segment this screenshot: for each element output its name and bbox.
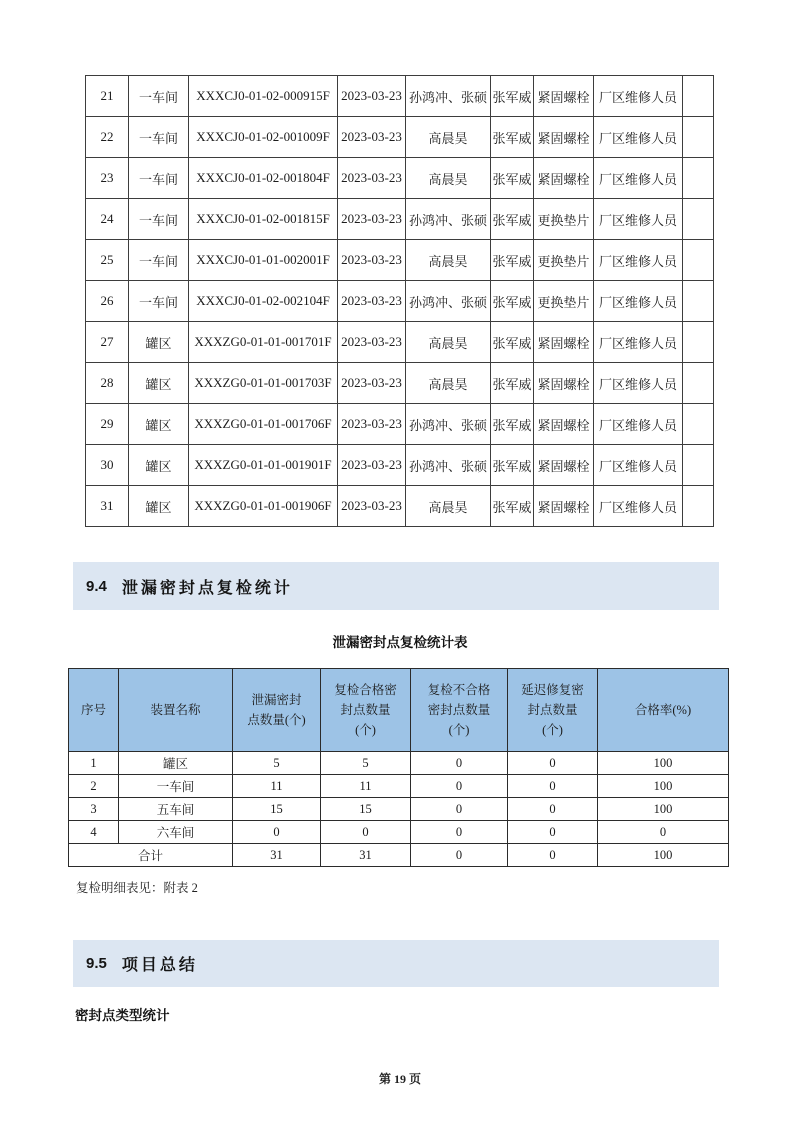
table-cell: 0 (233, 821, 321, 844)
table-cell: 厂区维修人员 (594, 240, 683, 281)
table-cell (683, 486, 714, 527)
table-cell: 100 (598, 798, 729, 821)
table-cell: 紧固螺栓 (534, 445, 594, 486)
table-cell: 2023-03-23 (338, 158, 406, 199)
table-cell: 厂区维修人员 (594, 404, 683, 445)
table-cell: 21 (86, 76, 129, 117)
section-9-5-title: 项目总结 (121, 957, 198, 974)
table-cell: 张军威 (491, 363, 534, 404)
total-label: 合计 (69, 844, 233, 867)
table-cell: 0 (508, 752, 598, 775)
table-cell: 2023-03-23 (338, 76, 406, 117)
table-cell: 27 (86, 322, 129, 363)
table-row (86, 363, 714, 404)
table-cell: XXXCJ0-01-02-000915F (189, 76, 338, 117)
stats-table-body (69, 752, 729, 844)
table-cell: 张军威 (491, 117, 534, 158)
table-cell: 紧固螺栓 (534, 363, 594, 404)
table-cell: 高晨昊 (406, 117, 491, 158)
table-cell (683, 281, 714, 322)
table-cell: 2023-03-23 (338, 322, 406, 363)
table-cell (683, 445, 714, 486)
table-cell: 25 (86, 240, 129, 281)
table-cell: 5 (233, 752, 321, 775)
section-9-4-header (73, 562, 719, 610)
leak-table-body (86, 76, 714, 527)
table-cell: 31 (86, 486, 129, 527)
table-cell: 孙鸿冲、张硕 (406, 76, 491, 117)
table-cell: 3 (69, 798, 119, 821)
stats-header-row (69, 669, 729, 752)
table-cell: 孙鸿冲、张硕 (406, 404, 491, 445)
table-cell: 一车间 (129, 117, 189, 158)
table-cell: 孙鸿冲、张硕 (406, 281, 491, 322)
table-cell (683, 199, 714, 240)
table-cell: 五车间 (119, 798, 233, 821)
table-cell: 罐区 (129, 404, 189, 445)
header-cell-delayed-count: 延迟修复密封点数量(个) (508, 669, 598, 752)
table-cell: 高晨昊 (406, 322, 491, 363)
recheck-stats-table (68, 668, 729, 867)
table-cell: 紧固螺栓 (534, 486, 594, 527)
table-cell: 张军威 (491, 199, 534, 240)
total-fail-count: 0 (411, 844, 508, 867)
page-number: 第 19 页 (378, 1072, 421, 1086)
table-row (86, 281, 714, 322)
section-9-5-header (73, 940, 719, 987)
table-cell: XXXZG0-01-01-001901F (189, 445, 338, 486)
header-cell-pass-rate: 合格率(%) (598, 669, 729, 752)
table-cell: 2023-03-23 (338, 486, 406, 527)
table-cell: 100 (598, 775, 729, 798)
recheck-detail-note: 复检明细表见：附表 2 (76, 881, 198, 895)
table-cell: 张军威 (491, 281, 534, 322)
total-leak-count: 31 (233, 844, 321, 867)
table-cell: 2 (69, 775, 119, 798)
table-row (86, 404, 714, 445)
table-cell: 0 (508, 821, 598, 844)
total-pass-rate: 100 (598, 844, 729, 867)
header-cell-fail-count: 复检不合格密封点数量(个) (411, 669, 508, 752)
table-cell: 厂区维修人员 (594, 76, 683, 117)
table-cell: 六车间 (119, 821, 233, 844)
table-cell: 张军威 (491, 76, 534, 117)
table-cell: 100 (598, 752, 729, 775)
table-row (69, 752, 729, 775)
table-cell: XXXZG0-01-01-001703F (189, 363, 338, 404)
table-cell (683, 322, 714, 363)
table-cell: 22 (86, 117, 129, 158)
table-cell (683, 363, 714, 404)
table-cell: 紧固螺栓 (534, 404, 594, 445)
table-row (86, 117, 714, 158)
table-row (69, 775, 729, 798)
table-row (86, 486, 714, 527)
table-cell: 罐区 (129, 445, 189, 486)
table-cell: 罐区 (119, 752, 233, 775)
table-cell (683, 76, 714, 117)
table-cell: 厂区维修人员 (594, 486, 683, 527)
header-cell-leak-count: 泄漏密封点数量(个) (233, 669, 321, 752)
table-cell: 28 (86, 363, 129, 404)
table-cell: 厂区维修人员 (594, 363, 683, 404)
table-cell: XXXCJ0-01-02-001009F (189, 117, 338, 158)
table-cell: 张军威 (491, 445, 534, 486)
table-cell: 厂区维修人员 (594, 158, 683, 199)
table-cell (683, 158, 714, 199)
table-cell: 0 (411, 775, 508, 798)
table-cell: 高晨昊 (406, 158, 491, 199)
table-cell: 紧固螺栓 (534, 322, 594, 363)
total-delayed-count: 0 (508, 844, 598, 867)
table-row (69, 821, 729, 844)
table-cell: 5 (321, 752, 411, 775)
table-cell: 11 (321, 775, 411, 798)
table-cell (683, 240, 714, 281)
table-cell: 24 (86, 199, 129, 240)
table-cell: 0 (321, 821, 411, 844)
table-cell: 0 (411, 798, 508, 821)
table-cell: 2023-03-23 (338, 281, 406, 322)
table-cell: 1 (69, 752, 119, 775)
table-cell: 更换垫片 (534, 240, 594, 281)
table-cell: 孙鸿冲、张硕 (406, 445, 491, 486)
table-cell: 2023-03-23 (338, 404, 406, 445)
table-cell: XXXCJ0-01-02-001815F (189, 199, 338, 240)
table-cell: 2023-03-23 (338, 240, 406, 281)
table-cell: 4 (69, 821, 119, 844)
table-cell: 2023-03-23 (338, 445, 406, 486)
table-cell: 紧固螺栓 (534, 76, 594, 117)
table-cell: 0 (411, 821, 508, 844)
table-cell: 30 (86, 445, 129, 486)
table-cell: 罐区 (129, 486, 189, 527)
table-cell: 紧固螺栓 (534, 158, 594, 199)
table-cell: 一车间 (129, 281, 189, 322)
total-pass-count: 31 (321, 844, 411, 867)
section-9-4-title: 泄漏密封点复检统计 (121, 579, 293, 597)
table-cell: 15 (233, 798, 321, 821)
table-cell: 一车间 (129, 240, 189, 281)
table-row (86, 199, 714, 240)
table-cell: XXXCJ0-01-02-001804F (189, 158, 338, 199)
table-cell: 厂区维修人员 (594, 445, 683, 486)
table-cell: 厂区维修人员 (594, 281, 683, 322)
stats-table-header (69, 669, 729, 752)
table-cell: XXXCJ0-01-02-002104F (189, 281, 338, 322)
table-cell: 张军威 (491, 404, 534, 445)
table-cell: 罐区 (129, 363, 189, 404)
table-cell: 29 (86, 404, 129, 445)
section-9-5-number: 9.5 (86, 955, 107, 972)
section-9-4-number: 9.4 (86, 577, 107, 595)
table-cell: 张军威 (491, 240, 534, 281)
table-cell: 高晨昊 (406, 240, 491, 281)
table-cell: 15 (321, 798, 411, 821)
table-cell: 紧固螺栓 (534, 117, 594, 158)
table-cell: 罐区 (129, 322, 189, 363)
table-cell: 厂区维修人员 (594, 117, 683, 158)
table-row (86, 240, 714, 281)
table-cell: 0 (508, 798, 598, 821)
table-cell: 2023-03-23 (338, 199, 406, 240)
table-cell: 0 (411, 752, 508, 775)
table-cell: 更换垫片 (534, 199, 594, 240)
table-cell: 0 (598, 821, 729, 844)
table-cell: XXXZG0-01-01-001706F (189, 404, 338, 445)
leak-repair-detail-table (85, 75, 714, 527)
table-cell: 一车间 (129, 76, 189, 117)
table-cell: 厂区维修人员 (594, 322, 683, 363)
table-cell: 一车间 (129, 199, 189, 240)
table-cell: 0 (508, 775, 598, 798)
table-cell: 张军威 (491, 322, 534, 363)
table-cell: 26 (86, 281, 129, 322)
table-cell: XXXZG0-01-01-001906F (189, 486, 338, 527)
seal-type-stats-heading: 密封点类型统计 (75, 1008, 170, 1023)
table-cell: 更换垫片 (534, 281, 594, 322)
table-cell (683, 117, 714, 158)
header-cell-index: 序号 (69, 669, 119, 752)
table-row (86, 445, 714, 486)
table-cell: 厂区维修人员 (594, 199, 683, 240)
stats-table-total (69, 844, 729, 867)
table-cell: XXXCJ0-01-01-002001F (189, 240, 338, 281)
table-cell: 2023-03-23 (338, 363, 406, 404)
table-row (86, 158, 714, 199)
table-cell: 一车间 (119, 775, 233, 798)
table-cell: 11 (233, 775, 321, 798)
recheck-table-caption: 泄漏密封点复检统计表 (332, 635, 468, 650)
table-row (86, 322, 714, 363)
table-cell (683, 404, 714, 445)
table-cell: 高晨昊 (406, 363, 491, 404)
table-cell: 张军威 (491, 486, 534, 527)
header-cell-pass-count: 复检合格密封点数量(个) (321, 669, 411, 752)
table-cell: 23 (86, 158, 129, 199)
table-cell: 孙鸿冲、张硕 (406, 199, 491, 240)
table-row (86, 76, 714, 117)
table-cell: XXXZG0-01-01-001701F (189, 322, 338, 363)
total-row (69, 844, 729, 867)
table-cell: 2023-03-23 (338, 117, 406, 158)
table-cell: 一车间 (129, 158, 189, 199)
table-cell: 高晨昊 (406, 486, 491, 527)
table-row (69, 798, 729, 821)
table-cell: 张军威 (491, 158, 534, 199)
header-cell-unit-name: 装置名称 (119, 669, 233, 752)
